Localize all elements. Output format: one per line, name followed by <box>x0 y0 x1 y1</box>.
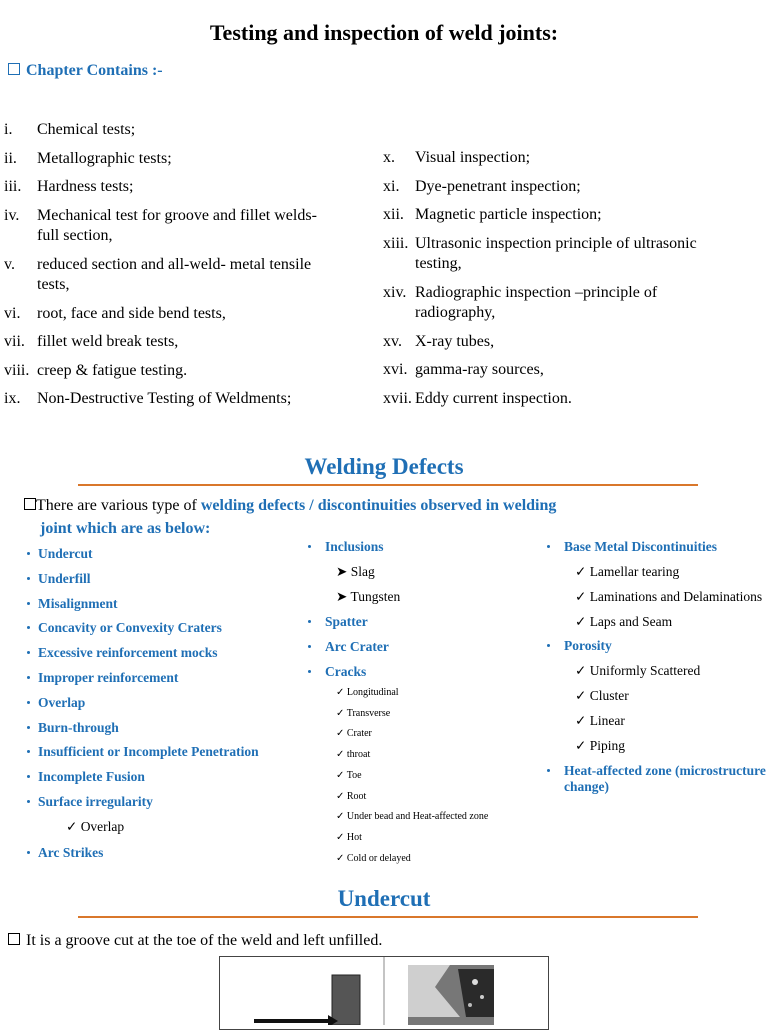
defect-subitem <box>336 811 488 822</box>
defect-item <box>38 769 145 785</box>
chapter-heading <box>8 62 163 80</box>
contents-item-number: vi. <box>4 304 21 322</box>
defect-sublabel: Piping <box>589 737 625 753</box>
defect-subitem <box>336 589 400 605</box>
undercut-description-text: It is a groove cut at the toe of the weld and left unfilled. <box>26 932 383 949</box>
bullet-icon <box>27 626 30 629</box>
defect-item <box>38 620 222 636</box>
contents-item-text: full section, <box>37 226 113 244</box>
intro-plain-text: There are various type of <box>36 497 201 514</box>
defect-sublabel: Longitudinal <box>346 687 399 698</box>
contents-item-text: Non-Destructive Testing of Weldments; <box>37 390 292 407</box>
contents-item-number: xii. <box>383 206 404 223</box>
defect-label: change) <box>564 778 609 794</box>
checkbox-bullet-icon <box>24 498 36 510</box>
defect-subitem <box>336 853 411 864</box>
page-title: Testing and inspection of weld joints: <box>209 20 559 45</box>
defect-sublabel: Tungsten <box>350 589 401 604</box>
checkmark-icon: ✓ <box>336 749 347 761</box>
defect-sublabel: Crater <box>346 728 372 740</box>
contents-item-number: ii. <box>4 149 17 167</box>
defect-sublabel: Toe <box>346 769 362 781</box>
defect-sublabel: Linear <box>589 713 625 728</box>
contents-item-number: i. <box>4 121 13 138</box>
bullet-icon <box>308 620 311 623</box>
defect-item <box>38 720 119 736</box>
contents-item-text: creep & fatigue testing. <box>37 361 188 379</box>
contents-item-number: xiii. <box>383 234 409 252</box>
contents-item-text: Chemical tests; <box>37 121 136 138</box>
contents-item-text: gamma-ray sources, <box>415 361 544 378</box>
checkbox-bullet-icon <box>8 63 20 75</box>
contents-item-text: Radiographic inspection –principle of <box>415 283 658 301</box>
contents-item-number: iv. <box>4 206 20 224</box>
contents-item-number: ix. <box>4 390 21 407</box>
defect-item <box>564 539 717 555</box>
defect-label: Undercut <box>38 546 93 561</box>
bullet-icon <box>27 701 30 704</box>
defect-label: Spatter <box>325 614 368 629</box>
contents-item-text: testing, <box>415 254 462 272</box>
defect-item <box>38 744 259 760</box>
defect-label: Heat-affected zone (microstructure <box>564 762 766 778</box>
arrow-bullet-icon: ➤ <box>336 589 351 604</box>
contents-right <box>383 148 768 410</box>
defect-label: Incomplete Fusion <box>38 769 145 785</box>
bullet-icon <box>27 800 30 803</box>
bullet-icon <box>27 602 30 605</box>
defect-item <box>38 596 118 612</box>
defect-subitem <box>336 749 370 760</box>
bullet-icon <box>27 577 30 580</box>
defect-label: Misalignment <box>38 595 118 611</box>
checkmark-icon: ✓ <box>575 713 590 728</box>
contents-item-text: Mechanical test for groove and fillet welds- <box>37 206 317 224</box>
bullet-icon <box>27 750 30 753</box>
defect-label: Concavity or Convexity Craters <box>38 620 222 636</box>
bullet-icon <box>308 670 311 673</box>
contents-item-text: fillet weld break tests, <box>37 333 179 350</box>
contents-item-number: v. <box>4 255 15 273</box>
defect-label: Base Metal Discontinuities <box>564 539 717 554</box>
checkmark-icon: ✓ <box>66 818 81 834</box>
defect-label: Burn-through <box>38 719 119 735</box>
contents-item-number: x. <box>383 149 395 166</box>
contents-item-number: iii. <box>4 178 22 195</box>
defects-column-2 <box>308 539 538 869</box>
contents-item-text: reduced section and all-weld- metal tensile <box>37 255 312 273</box>
defect-item <box>38 695 85 711</box>
defect-item <box>38 845 103 861</box>
defect-subitem <box>336 791 366 802</box>
defect-subitem <box>575 564 679 580</box>
defect-item <box>564 638 612 654</box>
defect-label: Insufficient or Incomplete Penetration <box>38 744 259 760</box>
contents-item-number: xv. <box>383 332 402 350</box>
intro-highlight-text-2: joint which are as below: <box>40 520 211 537</box>
defect-subitem <box>336 564 375 580</box>
defect-sublabel: Uniformly Scattered <box>589 663 701 679</box>
checkmark-icon: ✓ <box>575 564 590 579</box>
checkbox-bullet-icon <box>8 933 20 945</box>
checkmark-icon: ✓ <box>336 728 347 740</box>
defect-item <box>38 670 178 686</box>
defect-subitem <box>336 832 362 843</box>
checkmark-icon: ✓ <box>575 688 590 704</box>
defect-item <box>325 664 366 680</box>
checkmark-icon: ✓ <box>336 811 347 823</box>
defect-item <box>564 763 766 795</box>
chapter-heading-text: Chapter Contains :- <box>26 62 163 79</box>
bullet-icon <box>308 545 311 548</box>
defect-item <box>325 539 384 555</box>
bullet-icon <box>308 645 311 648</box>
bullet-icon <box>27 651 30 654</box>
contents-item-text: Dye-penetrant inspection; <box>415 177 581 195</box>
checkmark-icon: ✓ <box>575 588 590 604</box>
bullet-icon <box>547 769 550 772</box>
defect-item <box>38 645 217 661</box>
defect-subitem <box>66 819 124 835</box>
bullet-icon <box>27 676 30 679</box>
defect-item <box>38 546 93 562</box>
defect-subitem <box>575 663 700 679</box>
undercut-illustration <box>220 957 548 1025</box>
section-divider <box>78 484 698 486</box>
contents-item-text: Eddy current inspection. <box>415 389 572 407</box>
bullet-icon <box>547 644 550 647</box>
checkmark-icon: ✓ <box>336 769 347 781</box>
contents-item-text: Hardness tests; <box>37 178 134 195</box>
defect-item <box>38 571 91 587</box>
defect-sublabel: Lamellar tearing <box>589 564 680 579</box>
defect-sublabel: Laps and Seam <box>589 613 673 629</box>
defect-sublabel: Cold or delayed <box>346 852 411 864</box>
bullet-icon <box>27 726 30 729</box>
checkmark-icon: ✓ <box>336 852 347 864</box>
defect-sublabel: Laminations and Delaminations <box>589 588 763 604</box>
contents-item-number: xvii. <box>383 389 412 407</box>
defect-label: Arc Strikes <box>38 844 104 860</box>
undercut-description <box>8 932 382 950</box>
defect-subitem <box>336 708 390 719</box>
contents-item-text: Visual inspection; <box>415 149 531 166</box>
defect-label: Surface irregularity <box>38 794 153 809</box>
contents-item-number: vii. <box>4 333 25 350</box>
defect-subitem <box>336 770 362 781</box>
defect-sublabel: Slag <box>350 564 375 579</box>
undercut-figure <box>219 956 549 1030</box>
defect-item <box>325 639 389 655</box>
defects-intro <box>24 494 724 540</box>
defect-item <box>325 614 368 630</box>
contents-item-text: tests, <box>37 275 70 293</box>
defect-sublabel: throat <box>346 749 371 761</box>
defect-sublabel: Root <box>346 790 367 802</box>
contents-left <box>4 120 384 410</box>
bullet-icon <box>27 775 30 778</box>
bullet-icon <box>547 545 550 548</box>
contents-item-number: viii. <box>4 361 30 379</box>
contents-item-text: X-ray tubes, <box>415 332 495 350</box>
defect-label: Excessive reinforcement mocks <box>38 645 218 661</box>
defect-label: Arc Crater <box>325 639 389 654</box>
checkmark-icon: ✓ <box>336 831 347 843</box>
defect-subitem <box>575 614 672 630</box>
defect-sublabel: Cluster <box>589 688 629 704</box>
defect-label: Inclusions <box>325 539 384 554</box>
defect-subitem <box>575 738 625 754</box>
checkmark-icon: ✓ <box>575 613 590 629</box>
defect-label: Porosity <box>564 638 612 654</box>
defects-column-1 <box>38 546 308 866</box>
checkmark-icon: ✓ <box>336 790 347 802</box>
intro-highlight-text: welding defects / discontinuities observed in welding <box>200 497 557 514</box>
undercut-heading: Undercut <box>337 886 431 911</box>
contents-item-text: root, face and side bend tests, <box>37 304 226 322</box>
contents-item-text: Ultrasonic inspection principle of ultrasonic <box>415 234 697 252</box>
contents-item-number: xiv. <box>383 283 407 301</box>
defect-subitem <box>336 687 399 698</box>
bullet-icon <box>27 552 30 555</box>
checkmark-icon: ✓ <box>336 687 347 698</box>
checkmark-icon: ✓ <box>575 737 590 753</box>
defect-label: Cracks <box>325 664 367 679</box>
contents-item-number: xi. <box>383 177 400 195</box>
defect-sublabel: Transverse <box>346 707 391 719</box>
defect-subitem <box>575 713 625 729</box>
contents-item-number: xvi. <box>383 361 408 378</box>
defect-subitem <box>575 688 629 704</box>
contents-item-text: Metallographic tests; <box>37 149 172 167</box>
bullet-icon <box>27 851 30 854</box>
checkmark-icon: ✓ <box>336 707 347 719</box>
defect-sublabel: Under bead and Heat-affected zone <box>346 811 489 823</box>
contents-item-text: Magnetic particle inspection; <box>415 206 602 223</box>
section-divider <box>78 916 698 918</box>
defects-column-3 <box>547 539 768 809</box>
defect-item <box>38 794 153 810</box>
checkmark-icon: ✓ <box>575 663 590 679</box>
defect-subitem <box>336 728 372 739</box>
defect-label: Overlap <box>38 694 86 710</box>
defect-subitem <box>575 589 762 605</box>
defect-label: Underfill <box>38 570 91 586</box>
contents-item-text: radiography, <box>415 303 496 321</box>
defect-sublabel: Hot <box>346 831 362 843</box>
defect-label: Improper reinforcement <box>38 670 179 685</box>
arrow-bullet-icon: ➤ <box>336 564 351 579</box>
welding-defects-heading: Welding Defects <box>304 454 464 479</box>
defect-sublabel: Overlap <box>80 818 125 834</box>
